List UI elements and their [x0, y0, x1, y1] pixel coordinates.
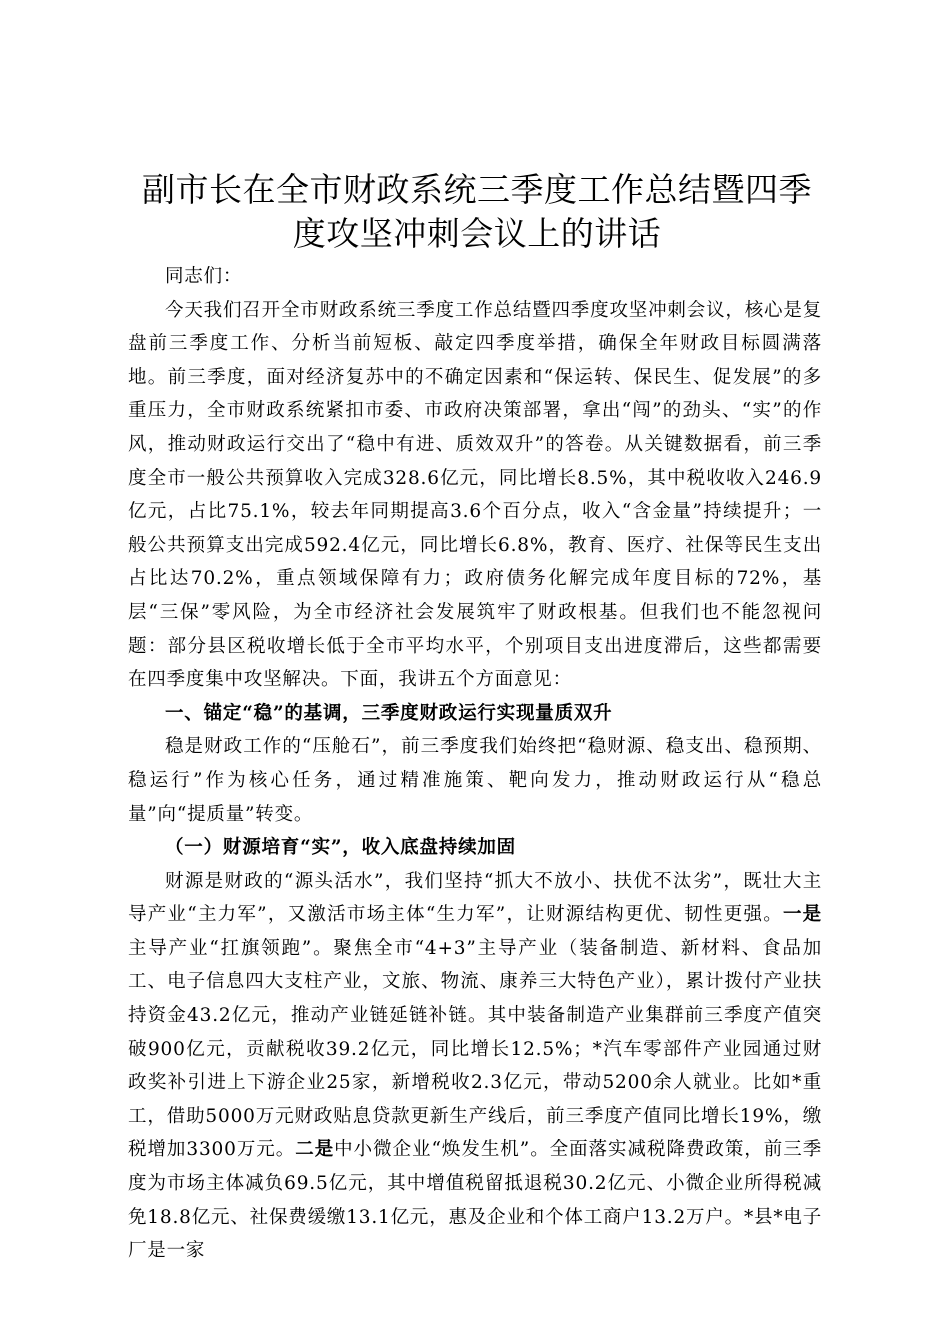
point-1-text: 主导产业“扛旗领跑”。聚焦全市“4+3”主导产业（装备制造、新材料、食品加工、电子信息四大支柱产业，文旅、物流、康养三大特色产业），累计拨付产业扶持资金43.2亿元，推动产业链延链补链。其中装备制造产业集群前三季度产值突破900亿元，贡献税收39.2亿元，同比增长12.5%；*汽车零部件产业园通过财政奖补引进上下游企业25家，新增税收2.3亿元，带动5200余人就业。比如*重工，借助5000万元财政贴息贷款更新生产线后，前三季度产值同比增长19%，缴税增加3300万元。 [128, 937, 822, 1161]
section-1-paragraph: 稳是财政工作的“压舱石”，前三季度我们始终把“稳财源、稳支出、稳预期、稳运行”作为核心任务，通过精准施策、靶向发力，推动财政运行从“稳总量”向“提质量”转变。 [128, 736, 822, 825]
document-body [128, 168, 822, 1268]
section-heading-1: 一、锚定“稳”的基调，三季度财政运行实现量质双升 [165, 702, 613, 724]
document-title: 副市长在全市财政系统三季度工作总结暨四季度攻坚冲刺会议上的讲话 [142, 170, 812, 253]
salutation: 同志们： [165, 266, 243, 287]
point-2-lead: 二是 [295, 1139, 335, 1161]
subsection-1-intro-text: 财源是财政的“源头活水”，我们坚持“抓大不放小、扶优不汰劣”，既壮大主导产业“主力军”，又激活市场主体“生力军”，让财源结构更优、韧性更强。 [128, 870, 822, 926]
intro-paragraph: 今天我们召开全市财政系统三季度工作总结暨四季度攻坚冲刺会议，核心是复盘前三季度工作、分析当前短板、敲定四季度举措，确保全年财政目标圆满落地。前三季度，面对经济复苏中的不确定因素和“保运转、保民生、促发展”的多重压力，全市财政系统紧扣市委、市政府决策部署，拿出“闯”的劲头、“实”的作风，推动财政运行交出了“稳中有进、质效双升”的答卷。从关键数据看，前三季度全市一般公共预算收入完成328.6亿元，同比增长8.5%，其中税收收入246.9亿元，占比75.1%，较去年同期提高3.6个百分点，收入“含金量”持续提升；一般公共预算支出完成592.4亿元，同比增长6.8%，教育、医疗、社保等民生支出占比达70.2%，重点领域保障有力；政府债务化解完成年度目标的72%，基层“三保”零风险，为全市经济社会发展筑牢了财政根基。但我们也不能忽视问题：部分县区税收增长低于全市平均水平，个别项目支出进度滞后，这些都需要在四季度集中攻坚解决。下面，我讲五个方面意见： [128, 299, 822, 691]
subsection-1-paragraph [128, 865, 822, 1268]
point-2-text: 中小微企业“焕发生机”。全面落实减税降费政策，前三季度为市场主体减负69.5亿元，其中增值税留抵退税30.2亿元、小微企业所得税减免18.8亿元、社保费缓缴13.1亿元，惠及企业和个体工商户13.2万户。*县*电子厂是一家 [128, 1139, 822, 1262]
subsection-heading-1: （一）财源培育“实”，收入底盘持续加固 [165, 837, 516, 859]
point-1-lead: 一是 [782, 904, 822, 926]
